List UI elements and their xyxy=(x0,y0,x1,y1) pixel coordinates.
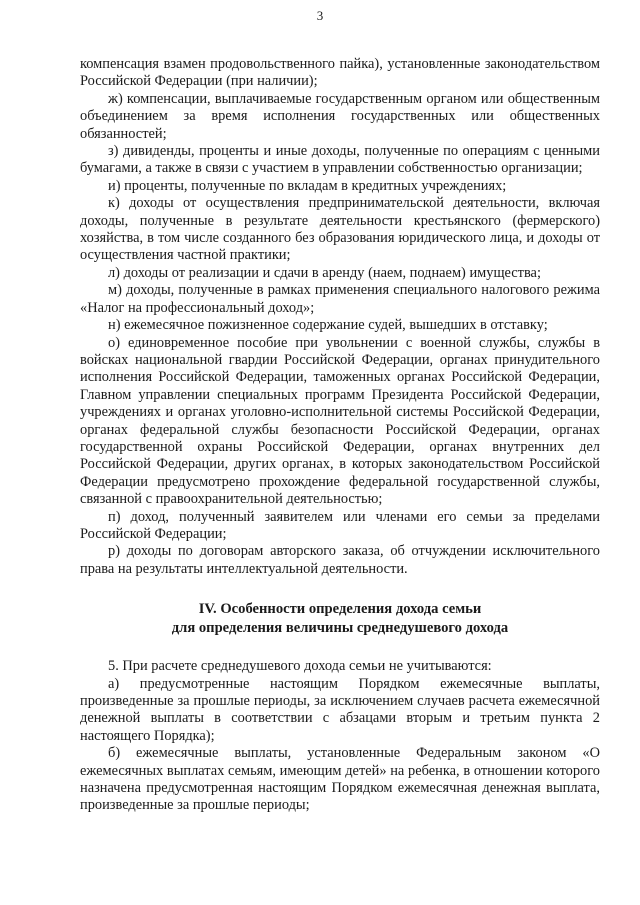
paragraph-item-5: 5. При расчете среднедушевого дохода семьи не учитываются: xyxy=(108,658,492,675)
section-heading-line-1: IV. Особенности определения дохода семьи xyxy=(198,601,482,618)
paragraph-item-5a: а) предусмотренные настоящим Порядком ежемесячные выплаты, произведенные за прошлые периоды, за исключением случаев расчета ежемесячной денежной выплаты в соответствии с абзацами вторым и третьим пункта 2 настоящего Порядка); xyxy=(80,675,600,744)
paragraph-item-r: р) доходы по договорам авторского заказа, об отчуждении исключительного права на результаты интеллектуальной деятельности. xyxy=(80,543,600,577)
income-items-list xyxy=(80,56,600,578)
section-heading xyxy=(80,600,600,638)
document-body xyxy=(80,56,600,815)
paragraph-item-5b: б) ежемесячные выплаты, установленные Федеральным законом «О ежемесячных выплатах семьям, имеющим детей» на ребенка, в отношении которого назначена предусмотренная настоящим Порядком ежемесячная денежная выплата, произведенные за прошлые периоды; xyxy=(80,745,600,814)
paragraph-item-p: п) доход, полученный заявителем или членами его семьи за пределами Российской Федерации; xyxy=(80,508,600,542)
paragraph-item-zh: ж) компенсации, выплачиваемые государственным органом или общественным объединением за время исполнения государственных или общественных обязанностей; xyxy=(80,90,600,142)
page-number: 3 xyxy=(316,8,324,23)
paragraph-item-o: о) единовременное пособие при увольнении с военной службы, службы в войсках национальной гвардии Российской Федерации, органах принудительного исполнения Российской Федерации, таможенных органах Российской Федерации, Главном управлении специальных программ Президента Российской Федерации, учреждениях и органах уголовно-исполнительной системы Российской Федерации, органах федеральной службы безопасности Российской Федерации, органах государственной охраны Российской Федерации, органах внутренних дел Российской Федерации, других органах, в которых законодательством Российской Федерации предусмотрено прохождение федеральной государственной службы, связанной с правоохранительной деятельностью; xyxy=(80,334,600,508)
paragraph-item-i: и) проценты, полученные по вкладам в кредитных учреждениях; xyxy=(108,177,507,194)
paragraph-item-m: м) доходы, полученные в рамках применения специального налогового режима «Налог на профессиональный доход»; xyxy=(80,282,600,316)
paragraph-item-l: л) доходы от реализации и сдачи в аренду (наем, поднаем) имущества; xyxy=(108,264,541,281)
paragraph-item-n: н) ежемесячное пожизненное содержание судей, вышедших в отставку; xyxy=(108,317,548,334)
section-heading-line-2: для определения величины среднедушевого дохода xyxy=(171,620,509,637)
paragraph-cont-e: компенсация взамен продовольственного пайка), установленные законодательством Российской Федерации (при наличии); xyxy=(80,56,600,90)
exclusions-list xyxy=(80,658,600,815)
paragraph-item-k: к) доходы от осуществления предпринимательской деятельности, включая доходы, полученные в результате деятельности крестьянского (фермерского) хозяйства, в том числе созданного без образования юридического лица, и доходы от осуществления частной практики; xyxy=(80,195,600,264)
paragraph-item-z: з) дивиденды, проценты и иные доходы, полученные по операциям с ценными бумагами, а также в связи с участием в управлении собственностью организации; xyxy=(80,143,600,177)
